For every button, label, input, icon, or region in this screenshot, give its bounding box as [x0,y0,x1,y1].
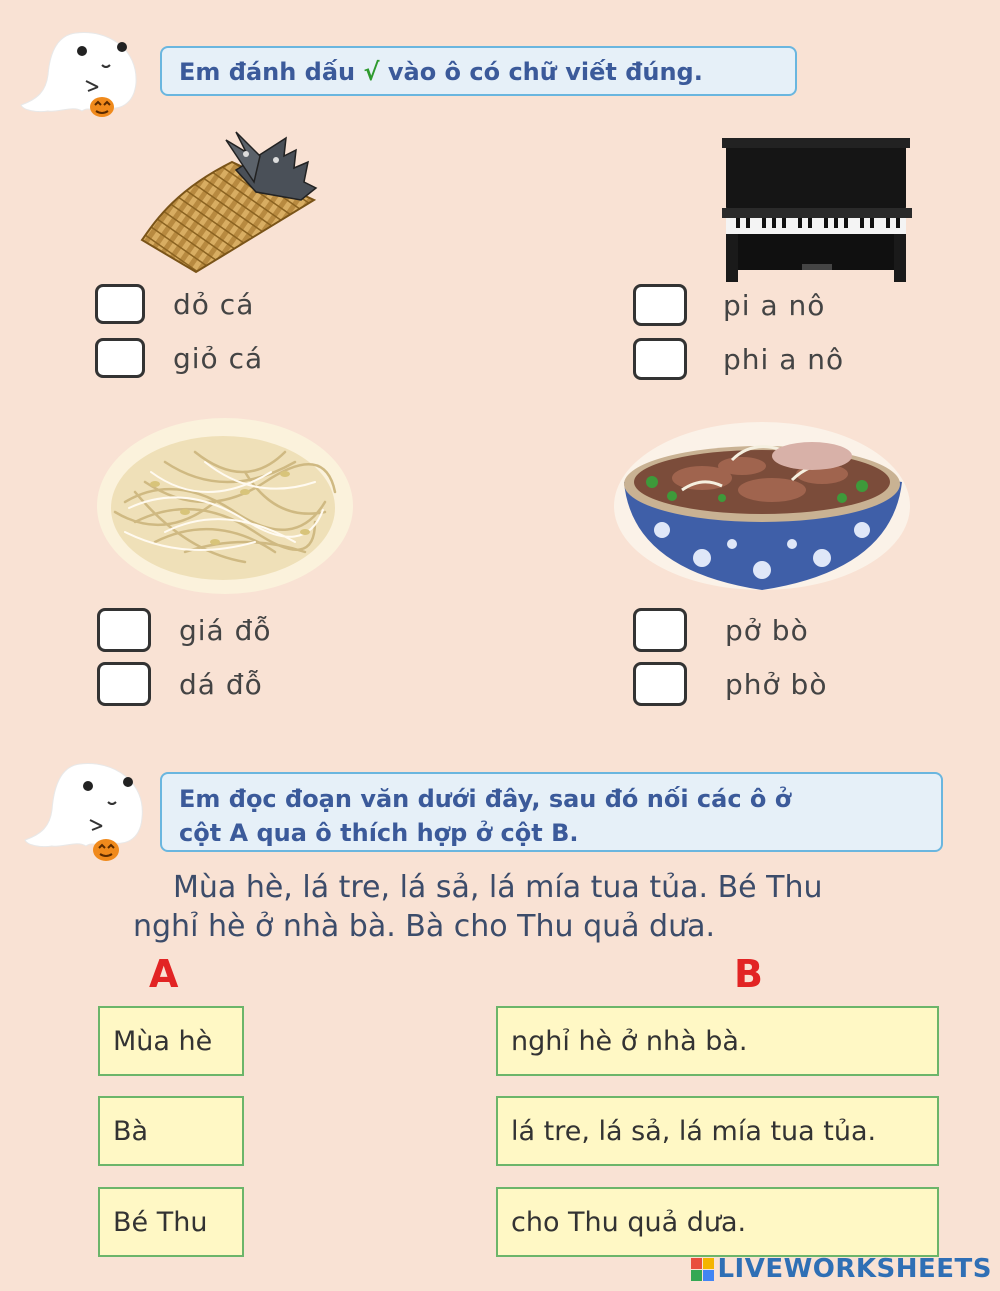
option-label: dỏ cá [173,287,255,321]
answer-checkbox[interactable] [95,338,145,378]
answer-checkbox[interactable] [633,338,687,380]
answer-checkbox[interactable] [97,662,151,706]
column-b-cell[interactable]: nghỉ hè ở nhà bà. [496,1006,939,1076]
instruction-text: cột A qua ô thích hợp ở cột B. [179,819,579,847]
instruction-text: Em đọc đoạn văn dưới đây, sau đó nối các ô ở [179,785,792,813]
instruction-text: vào ô có chữ viết đúng. [387,58,703,86]
column-a-heading: A [149,952,179,996]
option-row [633,284,825,326]
option-row [97,608,272,652]
option-row [95,338,263,378]
answer-checkbox[interactable] [633,608,687,652]
bean-sprouts-image [95,412,355,597]
reading-passage [0,868,1000,946]
ghost-mascot-icon [18,25,148,125]
option-row [633,608,809,652]
column-b-cell[interactable]: cho Thu quả dưa. [496,1187,939,1257]
piano-image [722,138,912,284]
instruction-text: Em đánh dấu [179,58,356,86]
answer-checkbox[interactable] [633,284,687,326]
passage-line: nghỉ hè ở nhà bà. Bà cho Thu quả dưa. [133,909,716,944]
liveworksheets-brand [691,1254,992,1284]
checkmark-icon: √ [363,58,380,86]
option-label: phi a nô [723,342,845,376]
answer-checkbox[interactable] [95,284,145,324]
column-a-cell[interactable]: Bà [98,1096,244,1166]
option-label: pở bò [725,613,809,647]
instruction-box-2 [160,772,943,852]
column-a-cell[interactable]: Mùa hè [98,1006,244,1076]
column-a-cell[interactable]: Bé Thu [98,1187,244,1257]
answer-checkbox[interactable] [633,662,687,706]
brand-text: LIVEWORKSHEETS [717,1254,992,1284]
option-label: phở bò [725,667,828,701]
fish-basket-image [136,130,320,275]
option-label: dá đỗ [179,667,263,701]
passage-line: Mùa hè, lá tre, lá sả, lá mía tua tủa. Bé Thu [173,870,823,905]
beef-noodle-soup-image [612,420,912,592]
column-b-cell[interactable]: lá tre, lá sả, lá mía tua tủa. [496,1096,939,1166]
option-label: pi a nô [723,288,826,322]
liveworksheets-logo-icon [691,1258,714,1281]
option-row [97,662,263,706]
option-row [633,338,844,380]
column-b-heading: B [734,952,763,996]
ghost-mascot-icon [22,756,152,866]
option-row [95,284,254,324]
option-row [633,662,827,706]
answer-checkbox[interactable] [97,608,151,652]
instruction-box-1 [160,46,797,96]
option-label: giá đỗ [179,613,272,647]
option-label: giỏ cá [173,341,264,375]
